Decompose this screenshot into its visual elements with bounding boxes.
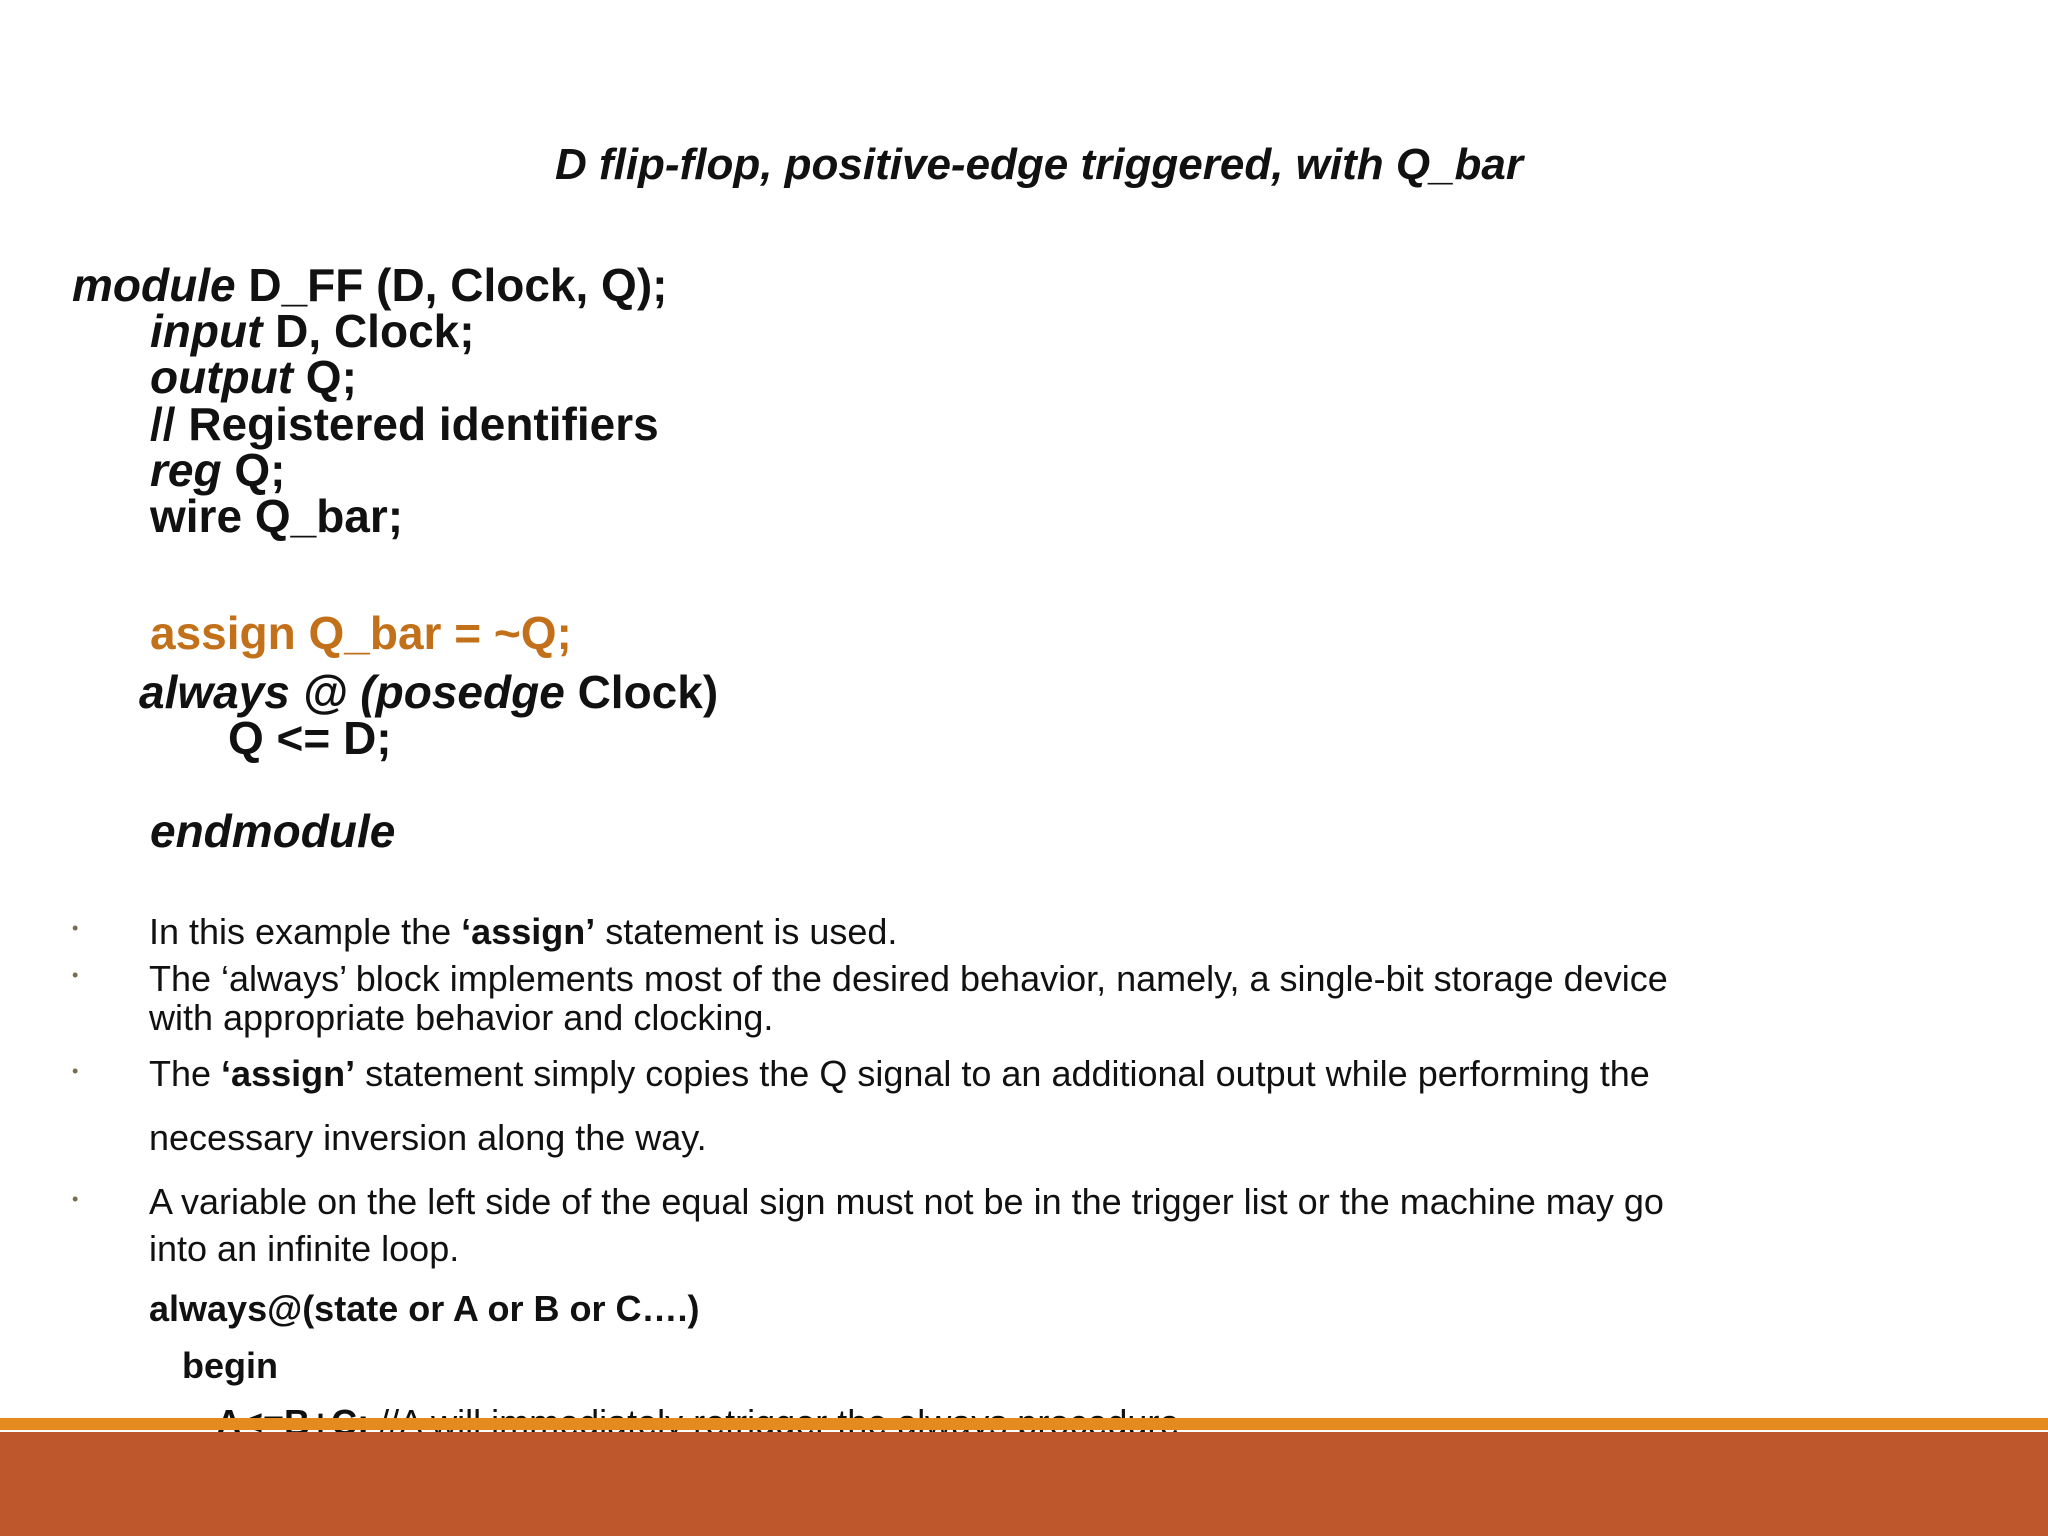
keyword-always: always @ ( (139, 666, 376, 718)
bullet-text-2: The ‘always’ block implements most of the desired behavior, namely, a single-bit storage device with appropriate behavior and clocking. (149, 958, 1668, 1038)
bullet-dot: • (72, 965, 79, 985)
bullet-text-4: A variable on the left side of the equal sign must not be in the trigger list or the machine may go into an infinite loop. (149, 1181, 1664, 1269)
code-line-module (72, 259, 668, 311)
module-declaration: D_FF (D, Clock, Q); (235, 259, 668, 311)
snippet-line-begin: begin (182, 1345, 278, 1386)
footer-accent-line (0, 1418, 2048, 1430)
input-declaration: D, Clock; (262, 305, 475, 357)
always-clock: Clock) (564, 666, 719, 718)
output-declaration: Q; (293, 351, 357, 403)
keyword-output: output (150, 351, 294, 403)
bold-assign-term: ‘assign’ (461, 911, 596, 952)
code-line-input (150, 305, 475, 357)
bullet-text-3-continuation: necessary inversion along the way. (149, 1117, 707, 1158)
code-line-output (150, 351, 357, 403)
bullet-text-1: In this example the ‘assign’ statement is used. (149, 911, 898, 952)
code-line-reg (150, 444, 286, 496)
bullet-dot: • (72, 1189, 79, 1209)
footer-bar (0, 1432, 2048, 1536)
snippet-line-always: always@(state or A or B or C….) (149, 1288, 700, 1329)
keyword-module: module (72, 259, 236, 311)
bullet-dot: • (72, 918, 79, 938)
slide-title: D flip-flop, positive-edge triggered, with Q_bar (554, 140, 1524, 189)
bullet-text-3: The ‘assign’ statement simply copies the Q signal to an additional output while performing the (149, 1053, 1650, 1094)
code-line-always (139, 666, 719, 718)
keyword-reg: reg (150, 444, 222, 496)
reg-declaration: Q; (221, 444, 286, 496)
code-line-comment: // Registered identifiers (150, 398, 659, 450)
keyword-input: input (150, 305, 263, 357)
bullet-dot: • (72, 1061, 79, 1081)
code-line-assign: assign Q_bar = ~Q; (150, 607, 572, 659)
keyword-posedge: posedge (375, 666, 565, 718)
bold-assign-term: ‘assign’ (221, 1053, 356, 1094)
code-line-wire: wire Q_bar; (150, 490, 404, 542)
code-line-endmodule (150, 805, 396, 857)
keyword-endmodule: endmodule (150, 805, 396, 857)
code-line-nonblocking-assign: Q <= D; (228, 712, 392, 764)
